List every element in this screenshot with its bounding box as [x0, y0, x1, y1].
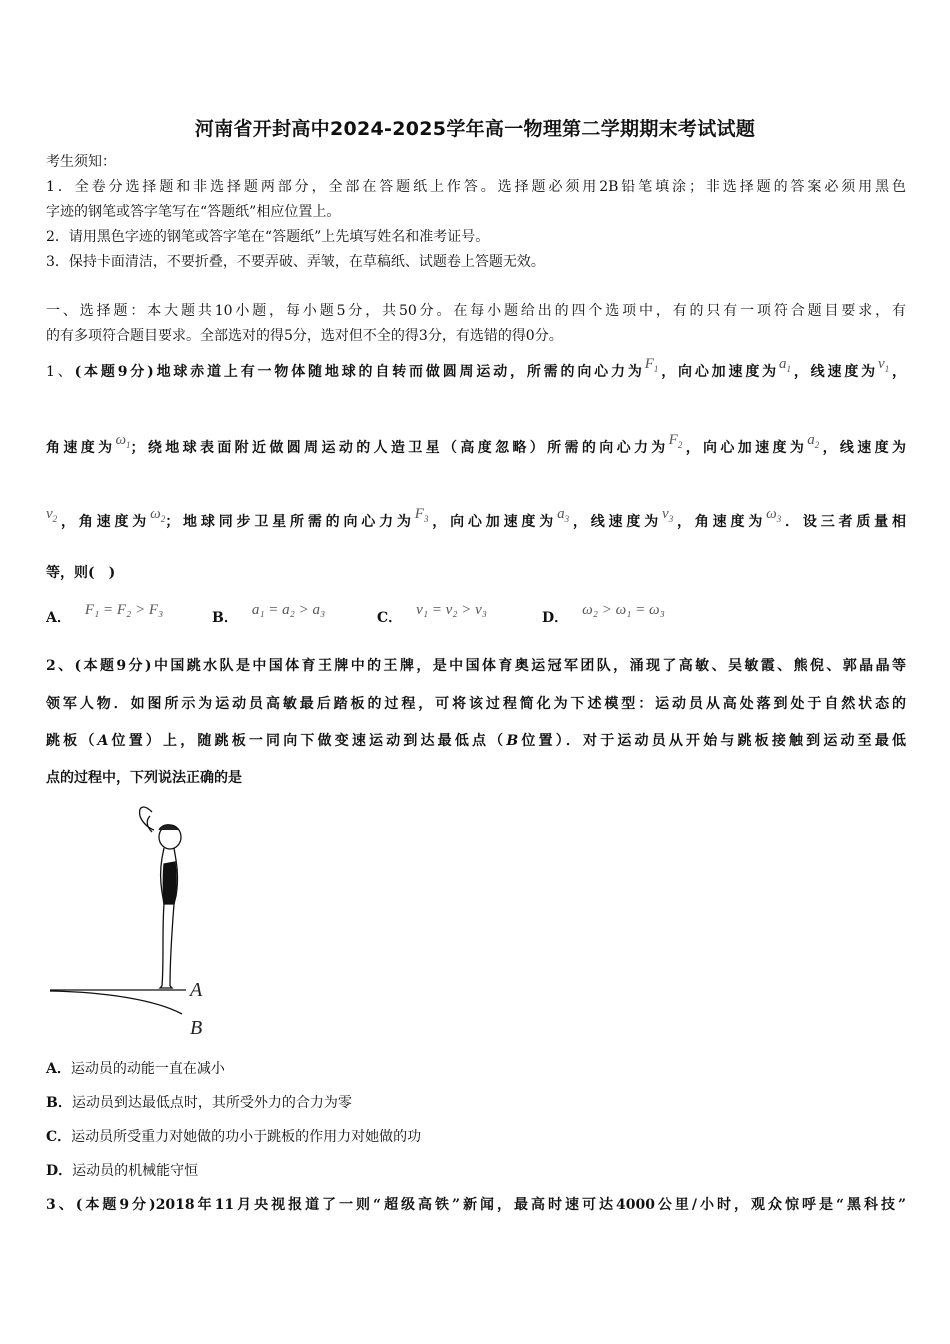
q2-option-d: D．运动员的机械能守恒	[46, 1163, 199, 1179]
section-intro-line-1: 一、选择题：本大题共10小题，每小题5分，共50分。在每小题给出的四个选项中，有的只有一项符合题目要求，有	[46, 303, 906, 319]
q1-line-2: 角速度为$\omega_1$；绕地球表面附近做圆周运动的人造卫星（高度忽略）所需的向心力为$F_2$，向心加速度为$a_2$，线速度为	[46, 432, 907, 456]
diver-figure	[46, 800, 226, 1040]
q1-line-1: 1、(本题9分)地球赤道上有一物体随地球的自转而做圆周运动，所需的向心力为$F_1$，向心加速度为$a_1$，线速度为$v_1$，	[46, 356, 907, 380]
notice-item-1-cont: 字迹的钢笔或答字笔写在“答题纸”相应位置上。	[46, 204, 341, 220]
q2-line-4: 点的过程中，下列说法正确的是	[46, 770, 242, 786]
q2-option-c: C．运动员所受重力对她做的功小于跳板的作用力对她做的功	[46, 1129, 422, 1145]
q1-option-a: A． F₁ = F₂ > F₃	[46, 602, 164, 626]
notice-heading: 考生须知：	[46, 154, 116, 170]
page-title: 河南省开封高中2024-2025学年高一物理第二学期期末考试试题	[194, 118, 756, 140]
q2-line-2: 领军人物．如图所示为运动员高敏最后踏板的过程，可将该过程简化为下述模型：运动员从高处落到处于自然状态的	[46, 696, 906, 712]
q2-line-1: 2、(本题9分)中国跳水队是中国体育王牌中的王牌，是中国体育奥运冠军团队，涌现了高敏、吴敏霞、熊倪、郭晶晶等	[46, 658, 906, 674]
q1-option-b: B． a₁ = a₂ > a₃	[212, 602, 326, 626]
section-intro-line-2: 的有多项符合题目要求。全部选对的得5分，选对但不全的得3分，有选错的得0分。	[46, 328, 563, 344]
notice-item-2: 2．请用黑色字迹的钢笔或答字笔在“答题纸”上先填写姓名和准考证号。	[46, 229, 490, 245]
notice-item-1: 1．全卷分选择题和非选择题两部分，全部在答题纸上作答。选择题必须用2B铅笔填涂；非选择题的答案必须用黑色	[46, 179, 906, 195]
q1-option-c: C． v₁ = v₂ > v₃	[377, 602, 488, 626]
q1-option-d: D． ω₂ > ω₁ = ω₃	[542, 602, 665, 626]
q2-option-a: A．运动员的动能一直在减小	[46, 1061, 225, 1077]
q3-line-1: 3、(本题9分)2018年11月央视报道了一则“超级高铁”新闻，最高时速可达4000公里/小时，观众惊呼是“黑科技”	[46, 1197, 907, 1213]
label-a: A	[190, 979, 203, 1001]
label-b: B	[190, 1017, 203, 1039]
notice-item-3: 3．保持卡面清洁，不要折叠，不要弄破、弄皱，在草稿纸、试题卷上答题无效。	[46, 254, 545, 270]
q2-option-b: B．运动员到达最低点时，其所受外力的合力为零	[46, 1095, 352, 1111]
q2-line-3: 跳板（A位置）上，随跳板一同向下做变速运动到达最低点（B位置）．对于运动员从开始与跳板接触到运动至最低	[46, 733, 907, 749]
q1-line-3: $v_2$，角速度为$\omega_2$；地球同步卫星所需的向心力为$F_3$，向心加速度为$a_3$，线速度为$v_3$，角速度为$\omega_3$．设三者质量相	[46, 506, 907, 530]
q1-line-4: 等，则( )	[46, 565, 116, 581]
